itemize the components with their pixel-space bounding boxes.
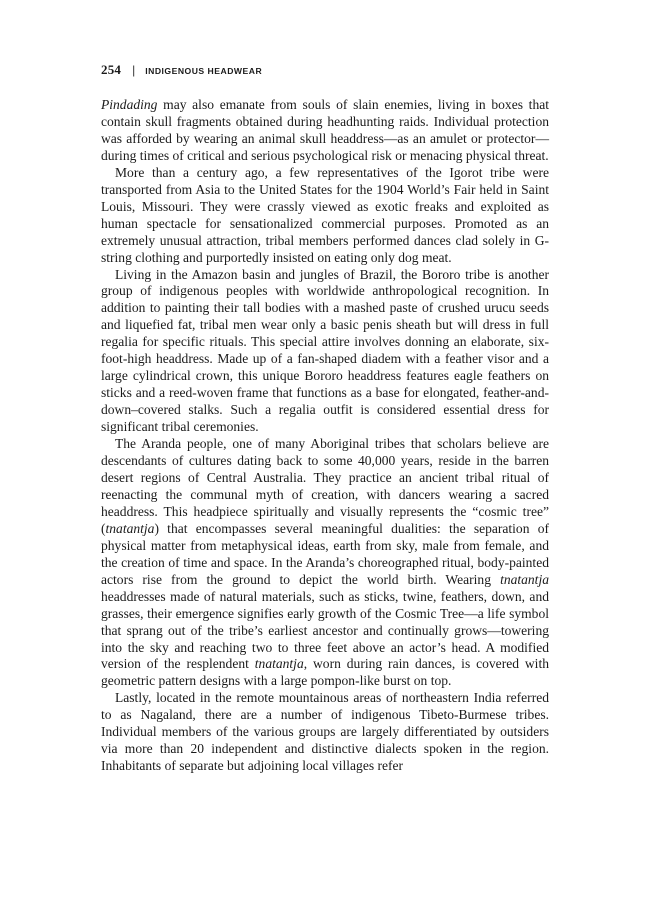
page-number: 254	[101, 62, 122, 77]
italic-term: tnatantja	[500, 571, 549, 587]
italic-term: Pindading	[101, 97, 158, 112]
paragraph	[101, 97, 549, 165]
running-header	[101, 62, 549, 84]
text-run: , worn during rain dances, is covered with geometric pattern designs with a large pompon-like burst on top.	[101, 656, 549, 689]
header-separator: |	[132, 63, 136, 77]
text-run: Living in the Amazon basin and jungles of Brazil, the Bororo tribe is another group of indigenous peoples with worldwide anthropological recognition. In addition to painting their tall bodies with a mashed paste of crushed urucu seeds and liquefied fat, tribal men wear only a basic penis sheath but will dress in full regalia for specific rituals. This special attire involves donning an elaborate, six-foot-high headdress. Made up of a fan-shaped diadem with a feather visor and a large cylindrical crown, this unique Bororo headdress features eagle feathers on sticks and a reed-woven frame that functions as a base for elongated, feather-and-down–covered stalks. Such a regalia outfit is considered essential dress for significant tribal ceremonies.	[101, 266, 549, 435]
paragraph	[101, 267, 549, 437]
italic-term: tnatantja	[254, 656, 304, 672]
text-run: More than a century ago, a few representatives of the Igorot tribe were transported from Asia to the United States for the 1904 World’s Fair held in Saint Louis, Missouri. They were crassly viewed as exotic freaks and exploited as human spectacle for sensationalized commercial purposes. Promoted as an extremely unusual attraction, tribal members performed dances clad solely in G-string clothing and purportedly insisted on eating only dog meat.	[101, 164, 549, 265]
text-run: headdresses made of natural materials, such as sticks, twine, feathers, down, and grasses, their emergence signifies early growth of the Cosmic Tree—a life symbol that sprang out of the tribe’s earliest ancestor and continually grows—towering into the sky and reaching two to three feet above an actor’s head. A modified version of the resplendent	[101, 588, 549, 672]
paragraph	[101, 165, 549, 267]
italic-term: tnatantja	[105, 520, 155, 536]
body-text	[101, 97, 549, 775]
text-run: Lastly, located in the remote mountainous areas of northeastern India referred to as Nagaland, there are a number of indigenous Tibeto-Burmese tribes. Individual members of the various groups are largely differentiated by outsiders via more than 20 independent and distinctive dialects spoken in the region. Inhabitants of separate but adjoining local villages refer	[101, 690, 549, 774]
book-page	[101, 62, 549, 775]
paragraph	[101, 436, 549, 690]
text-run: may also emanate from souls of slain enemies, living in boxes that contain skull fragments obtained during headhunting raids. Individual protection was afforded by wearing an animal skull headdress—as an amulet or protector—during times of critical and serious psychological risk or menacing physical threat.	[101, 97, 549, 163]
running-title: INDIGENOUS HEADWEAR	[145, 66, 263, 76]
text-run: ) that encompasses several meaningful dualities: the separation of physical matter from metaphysical ideas, earth from sky, male from female, and the creation of time and space. In the Aranda’s choreographed ritual, body-painted actors rise from the ground to depict the world birth. Wearing	[101, 520, 549, 587]
text-run: The Aranda people, one of many Aboriginal tribes that scholars believe are descendants of cultures dating back to some 40,000 years, reside in the barren desert regions of Central Australia. They practice an ancient tribal ritual of reenacting the communal myth of creation, with dancers wearing a sacred headdress. This headpiece spiritually and visually represents the “cosmic tree” (	[101, 436, 549, 536]
paragraph	[101, 690, 549, 775]
